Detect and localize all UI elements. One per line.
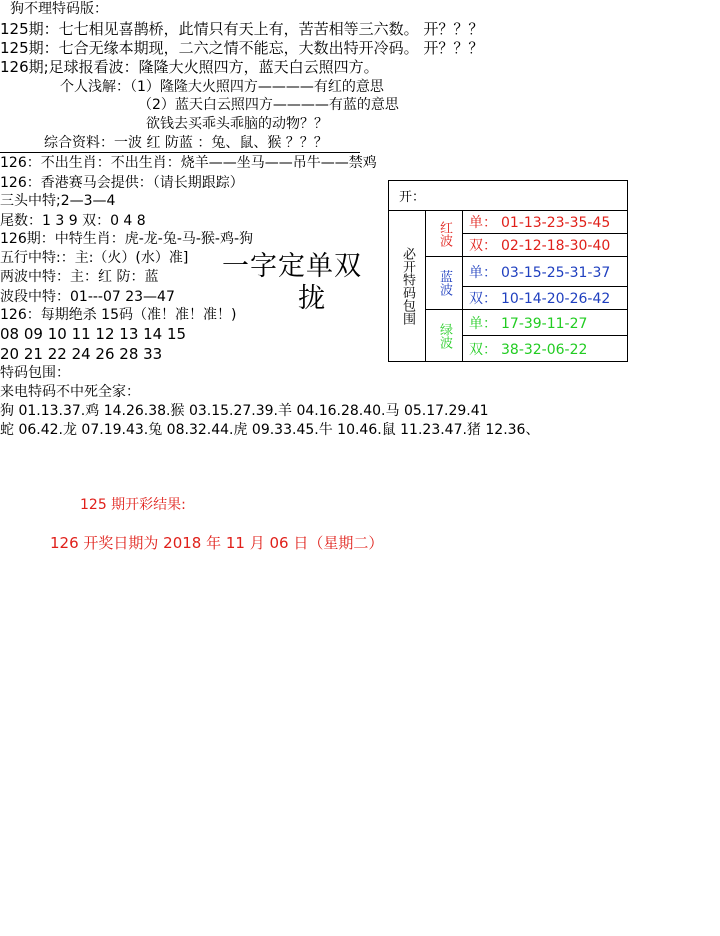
red-even-kind: 双： [469,238,497,254]
riddle-line-1: 125期：七七相见喜鹊桥，此情只有天上有，苦苦相等三六数。 开？？？ [0,20,484,38]
riddle-line-2: 125期：七合无缘本期现，二六之情不能忘，大数出特开冷码。 开？？？ [0,39,484,57]
green-wave-label: 绿波 [426,310,463,362]
blue-odd-row [463,257,628,287]
five-elements: 五行中特:：主:（火）(水）准] [0,250,189,266]
interpretation-1: 个人浅解：（1）隆隆大火照四方————有红的意思 [60,79,384,95]
kill-15-row-1: 08 09 10 11 12 13 14 15 [0,325,187,343]
slogan-line-1: 一字定单双 [222,251,362,282]
two-waves: 两波中特：主：红 防：蓝 [0,269,159,285]
jockey-club-line: 126：香港赛马会提供：（请长期跟踪） [0,175,244,191]
excluded-zodiac: 126：不出生肖：不出生肖：烧羊——坐马——吊牛——禁鸡 [0,155,377,171]
three-heads: 三头中特;2—3—4 [0,193,116,209]
blue-even-row [463,287,628,310]
interpretation-2: （2）蓝天白云照四方————有蓝的意思 [138,97,399,113]
animal-question: 欲钱去买乖头乖脑的动物？？ [146,116,328,132]
result-title: 125 期开彩结果: [80,497,186,513]
blue-even-kind: 双： [469,291,497,307]
doc-title: 狗不理特码版： [10,1,108,17]
red-even-row [463,234,628,257]
blue-odd-kind: 单： [469,264,497,281]
blue-wave-label: 蓝波 [426,257,463,310]
red-wave-label: 红波 [426,211,463,257]
red-odd-nums: 01-13-23-35-45 [501,215,611,231]
blue-even-nums: 10-14-20-26-42 [501,291,611,307]
green-odd-row [463,310,628,336]
table-side-label: 必开特码包围 [389,211,426,362]
table-header: 开： [389,181,628,211]
special-wrap-title: 特码包围： [0,365,70,381]
green-even-nums: 38-32-06-22 [501,341,588,358]
special-number-table [388,180,628,362]
zodiac-numbers-1: 狗 01.13.37.鸡 14.26.38.猴 03.15.27.39.羊 04.16.28.40.马 05.17.29.41 [0,403,489,419]
summary-line: 综合资料：一波 红 防蓝 ：兔、鼠、猴 ？？？ [44,135,328,151]
green-even-kind: 双： [469,341,497,358]
slogan-line-2: 拢 [298,283,326,314]
kill-15-title: 126：每期绝杀 15码（准！准！准！) [0,307,237,323]
wave-segment: 波段中特：01---07 23—47 [0,289,175,305]
green-odd-nums: 17-39-11-27 [501,315,588,332]
draw-date: 126 开奖日期为 2018 年 11 月 06 日（星期二） [50,534,384,552]
call-line: 来电特码不中死全家： [0,384,140,400]
zodiac-line: 126期：中特生肖：虎-龙-兔-马-猴-鸡-狗 [0,231,254,247]
blue-odd-nums: 03-15-25-31-37 [501,264,611,281]
tail-numbers: 尾数：1 3 9 双：0 4 8 [0,213,146,229]
red-even-nums: 02-12-18-30-40 [501,238,611,254]
green-odd-kind: 单： [469,315,497,332]
kill-15-row-2: 20 21 22 24 26 28 33 [0,345,163,363]
red-odd-row [463,211,628,234]
summary-underline [0,152,360,153]
green-even-row [463,336,628,362]
zodiac-numbers-2: 蛇 06.42.龙 07.19.43.兔 08.32.44.虎 09.33.45.牛 10.46.鼠 11.23.47.猪 12.36、 [0,422,540,438]
riddle-line-3: 126期;足球报看波：隆隆大火照四方，蓝天白云照四方。 [0,58,379,76]
red-odd-kind: 单： [469,215,497,231]
